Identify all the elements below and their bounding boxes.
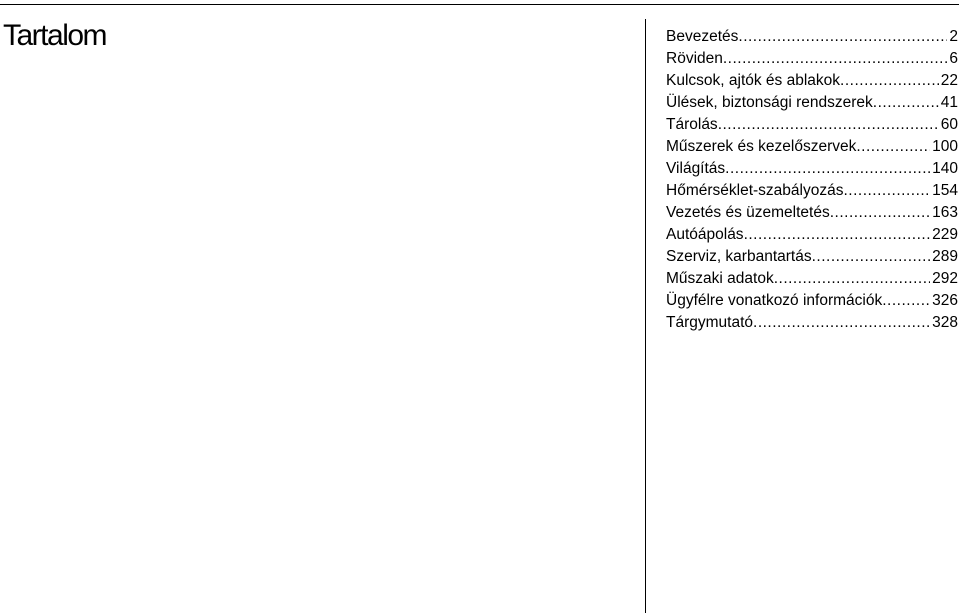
- toc-entry-title: Autóápolás: [666, 226, 744, 243]
- toc-page-number: 154: [932, 182, 958, 199]
- toc-entry-homerseklet[interactable]: [666, 180, 958, 202]
- toc-page-number: 326: [932, 292, 958, 309]
- toc-dot-leader: [830, 202, 930, 224]
- toc-dot-leader: [738, 26, 947, 48]
- toc-entry-title: Vezetés és üzemeltetés: [666, 204, 830, 221]
- toc-dot-leader: [725, 158, 930, 180]
- toc-entry-title: Hőmérséklet-szabályozás: [666, 182, 844, 199]
- toc-entry-vilagitas[interactable]: [666, 158, 958, 180]
- toc-dot-leader: [873, 92, 939, 114]
- page-title: Tartalom: [3, 19, 107, 52]
- toc-page-number: 60: [940, 116, 958, 133]
- toc-dot-leader: [744, 224, 931, 246]
- toc-dot-leader: [718, 114, 939, 136]
- toc-entry-title: Szerviz, karbantartás: [666, 248, 812, 265]
- toc-page-number: 2: [949, 28, 958, 45]
- toc-page-number: 229: [932, 226, 958, 243]
- toc-page-number: 41: [940, 94, 958, 111]
- toc-entry-title: Kulcsok, ajtók és ablakok: [666, 72, 841, 89]
- toc-dot-leader: [882, 290, 930, 312]
- toc-entry-muszaki-adatok[interactable]: [666, 268, 958, 290]
- toc-entry-title: Ügyfélre vonatkozó információk: [666, 292, 883, 309]
- toc-entry-bevezetes[interactable]: [666, 26, 958, 48]
- toc-page-number: 140: [932, 160, 958, 177]
- toc-dot-leader: [723, 48, 948, 70]
- column-divider: [645, 19, 646, 613]
- toc-entry-autoapolas[interactable]: [666, 224, 958, 246]
- toc-page-number: 292: [932, 270, 958, 287]
- toc-entry-title: Röviden: [666, 50, 723, 67]
- toc-page-number: 6: [949, 50, 958, 67]
- toc-page-number: 289: [932, 248, 958, 265]
- toc-entry-tarolas[interactable]: [666, 114, 958, 136]
- toc-entry-title: Világítás: [666, 160, 726, 177]
- toc-entry-targymutato[interactable]: [666, 312, 958, 334]
- toc-entry-title: Műszaki adatok: [666, 270, 774, 287]
- toc-page-number: 328: [932, 314, 958, 331]
- toc-page-number: 22: [940, 72, 958, 89]
- toc-dot-leader: [856, 136, 930, 158]
- toc-page-number: 100: [932, 138, 958, 155]
- toc-dot-leader: [840, 70, 939, 92]
- toc-page-number: 163: [932, 204, 958, 221]
- toc-entry-vezetes[interactable]: [666, 202, 958, 224]
- toc-dot-leader: [753, 312, 930, 334]
- toc-entry-title: Ülések, biztonsági rendszerek: [666, 94, 873, 111]
- toc-entry-ulesek[interactable]: [666, 92, 958, 114]
- toc-dot-leader: [774, 268, 930, 290]
- toc-dot-leader: [843, 180, 930, 202]
- top-rule: [0, 4, 959, 5]
- toc-entry-roviden[interactable]: [666, 48, 958, 70]
- toc-entry-muszerek[interactable]: [666, 136, 958, 158]
- toc-entry-title: Tárolás: [666, 116, 718, 133]
- toc-entry-ugyfelre[interactable]: [666, 290, 958, 312]
- toc-entry-kulcsok[interactable]: [666, 70, 958, 92]
- toc-entry-title: Bevezetés: [666, 28, 739, 45]
- table-of-contents: [666, 26, 958, 334]
- toc-entry-szerviz[interactable]: [666, 246, 958, 268]
- toc-entry-title: Műszerek és kezelőszervek: [666, 138, 857, 155]
- toc-dot-leader: [812, 246, 931, 268]
- toc-entry-title: Tárgymutató: [666, 314, 754, 331]
